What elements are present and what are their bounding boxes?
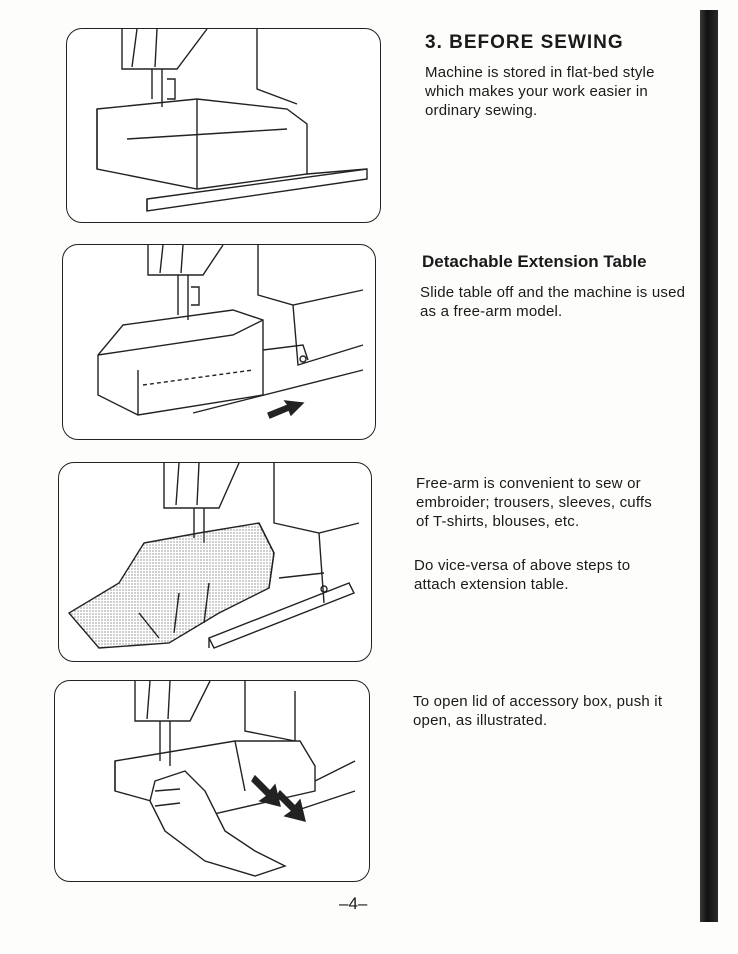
attach-table-text: Do vice-versa of above steps to attach extension table. [414,557,631,593]
illustration-accessory-box [54,680,370,882]
scan-edge-shadow [700,10,718,922]
illustration-free-arm [58,462,372,662]
page-number: –4– [339,894,368,913]
before-sewing-text: Machine is stored in flat-bed style which makes your work easier in ordinary sewing. [425,64,655,119]
free-arm-text: Free-arm is convenient to sew or embroider; trousers, sleeves, cuffs of T-shirts, blouses, etc. [416,475,652,530]
illustration-flat-bed [66,28,381,223]
extension-table-text: Slide table off and the machine is used as a free-arm model. [420,284,686,320]
accessory-box-text: To open lid of accessory box, push it open, as illustrated. [413,693,663,729]
illustration-slide-table [62,244,376,440]
section-heading-extension-table: Detachable Extension Table [422,252,647,271]
section-heading-before-sewing: 3. BEFORE SEWING [425,32,624,53]
